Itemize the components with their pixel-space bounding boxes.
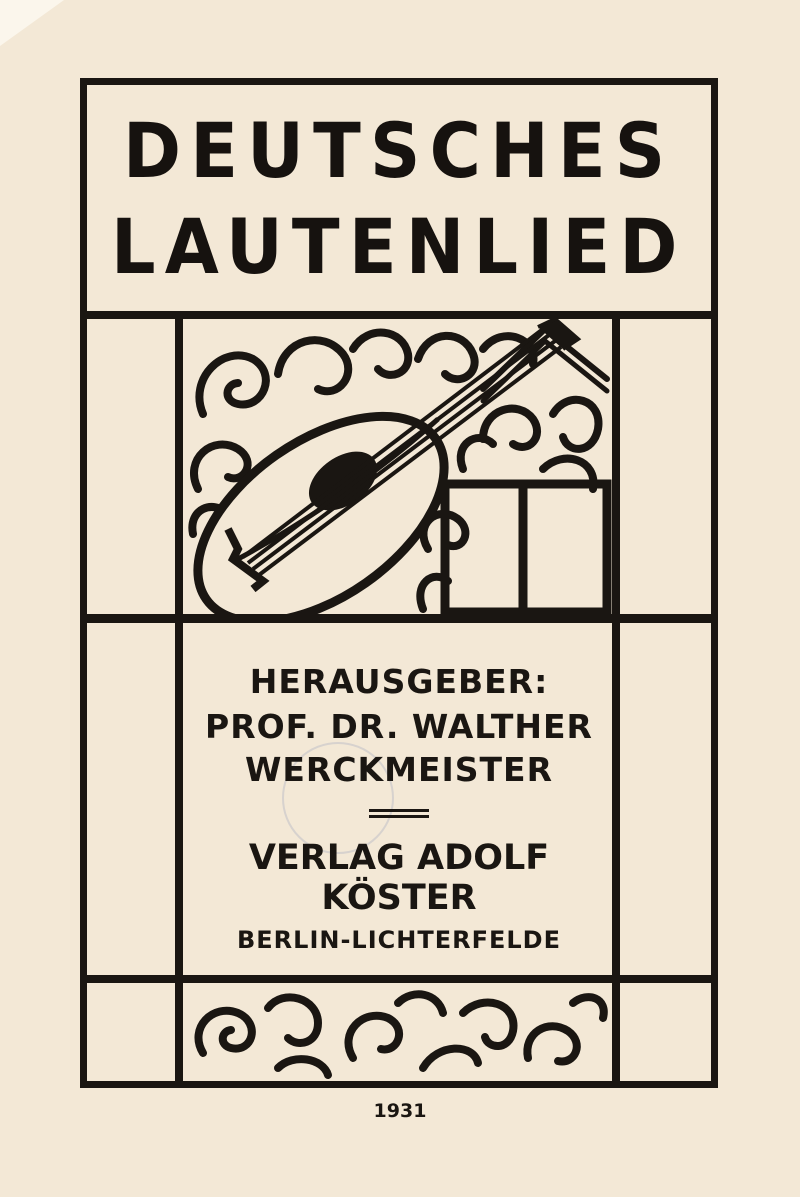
title-block — [87, 85, 711, 313]
title-line-2: LAUTENLIED — [111, 202, 687, 291]
title-line-1: DEUTSCHES — [123, 106, 675, 195]
publisher-block — [185, 632, 613, 972]
double-rule-separator — [369, 809, 429, 818]
editor-name-line-2: WERCKMEISTER — [244, 750, 554, 789]
publisher-name: VERLAG ADOLF KÖSTER — [248, 838, 550, 918]
editor-label: HERAUSGEBER: — [249, 662, 549, 701]
right-column-line — [612, 311, 620, 1088]
left-column-line — [175, 311, 183, 1088]
bleed-through-text — [722, 200, 724, 218]
footer-scroll-ornament — [183, 983, 612, 1083]
publication-year: 1931 — [373, 1100, 427, 1122]
editor-name-line-1: PROF. DR. WALTHER — [205, 707, 593, 746]
publisher-city: BERLIN-LICHTERFELDE — [236, 926, 561, 954]
lute-illustration — [183, 319, 612, 614]
folded-corner — [0, 0, 64, 46]
